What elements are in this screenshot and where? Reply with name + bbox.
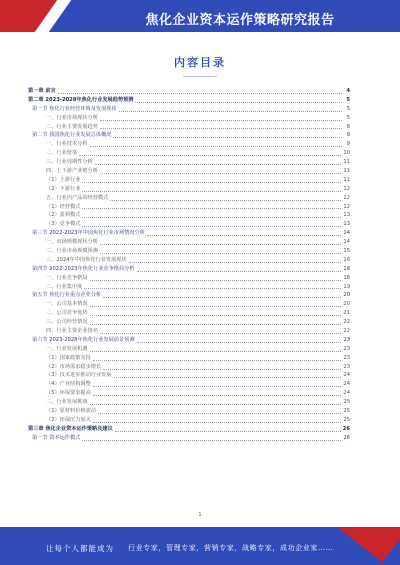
toc-leader-dots: [98, 413, 341, 414]
toc-leader-dots: [90, 280, 342, 281]
toc-leader-dots: [100, 253, 342, 254]
toc-entry[interactable]: [28, 291, 350, 300]
toc-leader-dots: [135, 102, 342, 103]
toc-leader-dots: [93, 422, 342, 423]
toc-entry-page: 23: [343, 363, 350, 370]
toc-entry-page: 25: [343, 408, 350, 415]
toc-entry-label: 二、行业市场规模预测: [46, 248, 98, 255]
toc-heading: 内容目录: [0, 54, 400, 77]
toc-entry-label: （3）技术进步推动行业发展: [46, 372, 112, 379]
toc-entry-label: （3）竞争模式: [46, 221, 81, 228]
toc-entry-page: 26: [342, 425, 350, 432]
toc-entry-page: 11: [343, 159, 350, 166]
toc-leader-dots: [100, 173, 342, 174]
toc-entry-label: 三、公司经营情况: [46, 319, 88, 326]
toc-entry-label: （1）原材料价格波动: [46, 408, 96, 415]
toc-entry-page: 18: [343, 265, 350, 272]
report-title: 焦化企业资本运作策略研究报告: [145, 13, 335, 28]
toc-entry[interactable]: [28, 140, 350, 149]
toc-entry[interactable]: [28, 389, 350, 398]
toc-entry-label: 一、行业发展机遇: [46, 345, 88, 352]
toc-entry-page: 12: [343, 194, 350, 201]
toc-leader-dots: [84, 288, 341, 289]
footer-red-accent: [327, 527, 400, 562]
toc-entry-page: 19: [343, 283, 350, 290]
toc-entry-page: 14: [343, 239, 350, 246]
toc-entry[interactable]: [28, 96, 350, 105]
toc-entry-label: 二、行业发展挑战: [46, 399, 88, 406]
toc-entry[interactable]: [28, 238, 350, 247]
toc-leader-dots: [103, 369, 341, 370]
toc-entry-label: 一、公司基本情况: [46, 301, 88, 308]
toc-entry[interactable]: [28, 203, 350, 212]
toc-entry-label: 第一节 资本运作模式: [32, 434, 81, 441]
toc-leader-dots: [100, 244, 342, 245]
toc-entry-label: （2）环保压力加大: [46, 416, 91, 423]
toc-entry[interactable]: [28, 194, 350, 203]
footer-slogan-left: 让每个人都能成为: [46, 544, 114, 553]
page-number: 1: [198, 512, 202, 518]
toc-entry-page: 14: [343, 230, 350, 237]
toc-entry[interactable]: [28, 327, 350, 336]
toc-leader-dots: [82, 440, 341, 441]
toc-leader-dots: [90, 146, 342, 147]
toc-leader-dots: [82, 191, 341, 192]
toc-leader-dots: [137, 342, 342, 343]
toc-entry-page: 13: [343, 221, 350, 228]
toc-entry[interactable]: [28, 354, 350, 363]
toc-entry-page: 5: [346, 114, 350, 121]
toc-entry[interactable]: [28, 220, 350, 229]
toc-entry-label: 第三节 2022-2023年中国焦化行业市场情况分析: [32, 230, 145, 237]
toc-entry[interactable]: [28, 211, 350, 220]
toc-entry[interactable]: [28, 149, 350, 158]
toc-entry-page: 24: [343, 381, 350, 388]
toc-leader-dots: [58, 93, 342, 94]
toc-entry-page: 16: [343, 256, 350, 263]
toc-leader-dots: [90, 306, 342, 307]
toc-entry-page: 12: [343, 185, 350, 192]
toc-entry[interactable]: [28, 283, 350, 292]
toc-entry[interactable]: [28, 247, 350, 256]
toc-entry-page: 9: [346, 132, 350, 139]
toc-leader-dots: [115, 431, 341, 432]
toc-entry[interactable]: [28, 265, 350, 274]
footer-slogan-right: 行业专家，管理专家，营销专家，战略专家，成功企业家……: [128, 544, 334, 552]
toc-entry-label: 二、行业壁垒: [46, 150, 78, 157]
toc-leader-dots: [100, 128, 342, 129]
toc-entry-page: 5: [346, 96, 350, 103]
toc-entry-label: 第五节 焦化行业重点企业分析: [32, 292, 102, 299]
toc-leader-dots: [82, 182, 341, 183]
toc-entry-page: 8: [346, 123, 350, 130]
toc-leader-dots: [93, 395, 342, 396]
toc-leader-dots: [93, 360, 342, 361]
toc-entry-page: 23: [343, 336, 350, 343]
toc-entry[interactable]: [28, 176, 350, 185]
toc-entry-label: （2）盈利模式: [46, 212, 81, 219]
toc-leader-dots: [100, 120, 342, 121]
toc-entry[interactable]: [28, 114, 350, 123]
toc-entry-page: 24: [343, 372, 350, 379]
toc-leader-dots: [110, 200, 341, 201]
toc-entry-page: 18: [343, 274, 350, 281]
toc-leader-dots: [93, 386, 342, 387]
table-of-contents: [28, 87, 350, 443]
toc-entry-page: 13: [343, 212, 350, 219]
toc-entry-page: 22: [343, 328, 350, 335]
footer-banner: [0, 527, 400, 565]
toc-entry[interactable]: [28, 167, 350, 176]
toc-entry-label: （1）国家政策支持: [46, 354, 91, 361]
toc-entry-page: 23: [343, 354, 350, 361]
toc-entry[interactable]: [28, 87, 350, 96]
toc-entry-label: 二、行业主要发展趋势: [46, 123, 98, 130]
toc-entry-label: 四、上下游产业链分析: [46, 168, 98, 174]
toc-entry-label: 一、行业竞争格局: [46, 274, 88, 281]
toc-entry-label: （5）环保要求提高: [46, 390, 91, 397]
toc-entry-label: 一、市场规模现状分析: [46, 239, 98, 246]
toc-entry[interactable]: [28, 274, 350, 283]
toc-entry-label: 三、行业周期性分析: [46, 159, 93, 166]
toc-entry[interactable]: [28, 309, 350, 318]
toc-leader-dots: [119, 111, 342, 112]
toc-entry[interactable]: [28, 425, 350, 434]
toc-entry-label: 四、行业主要企业排名: [46, 328, 98, 335]
toc-leader-dots: [95, 164, 342, 165]
toc-leader-dots: [90, 351, 342, 352]
toc-leader-dots: [147, 235, 341, 236]
toc-leader-dots: [103, 297, 341, 298]
toc-entry[interactable]: [28, 123, 350, 132]
toc-entry[interactable]: [28, 256, 350, 265]
toc-entry-label: 第一节 焦化行业经营环境及发展现状: [32, 105, 117, 112]
toc-entry-label: （1）经营模式: [46, 203, 81, 210]
toc-entry-page: 20: [343, 301, 350, 308]
toc-entry-page: 25: [343, 416, 350, 423]
toc-entry-label: 五、行业内产品的经营模式: [46, 194, 109, 201]
toc-entry-page: 23: [343, 345, 350, 352]
toc-entry[interactable]: [28, 434, 350, 443]
toc-entry-page: 5: [346, 105, 350, 112]
toc-entry-page: 25: [343, 399, 350, 406]
toc-entry[interactable]: [28, 300, 350, 309]
toc-entry-page: 21: [343, 310, 350, 317]
toc-entry[interactable]: [28, 363, 350, 372]
toc-entry[interactable]: [28, 131, 350, 140]
toc-entry-label: 一、行业技术分析: [46, 141, 88, 148]
toc-entry-label: 二、行业集中度: [46, 283, 83, 290]
toc-entry-page: 4: [346, 87, 350, 94]
toc-entry-page: 12: [343, 203, 350, 210]
toc-entry-page: 10: [343, 150, 350, 157]
toc-entry-label: 第六节 2023-2028年焦化行业发展前景预测: [32, 336, 135, 343]
toc-entry[interactable]: [28, 372, 350, 381]
toc-entry-page: 11: [343, 168, 350, 174]
toc-entry[interactable]: [28, 345, 350, 354]
toc-entry-page: 11: [343, 176, 350, 183]
toc-entry[interactable]: [28, 229, 350, 238]
toc-entry-page: 9: [346, 141, 350, 148]
toc-entry[interactable]: [28, 158, 350, 167]
toc-entry-label: 三、2024年中国焦化行业发展现状: [46, 256, 127, 263]
toc-leader-dots: [100, 333, 342, 334]
toc-entry-label: （4）产业结构调整: [46, 381, 91, 388]
toc-entry-page: 24: [343, 390, 350, 397]
toc-entry-label: （2）下游行业: [46, 185, 81, 192]
toc-leader-dots: [82, 226, 341, 227]
toc-leader-dots: [129, 262, 342, 263]
toc-leader-dots: [82, 217, 341, 218]
header-banner: [0, 0, 400, 32]
toc-entry-label: 第二章 2023-2028年焦化行业发展趋势预测: [28, 96, 134, 103]
toc-leader-dots: [82, 208, 341, 209]
toc-leader-dots: [90, 324, 342, 325]
toc-entry[interactable]: [28, 407, 350, 416]
toc-entry-label: （1）上游行业: [46, 176, 81, 183]
toc-entry-page: 20: [343, 292, 350, 299]
toc-entry-label: 二、公司竞争优势: [46, 310, 88, 317]
toc-leader-dots: [113, 137, 342, 138]
toc-leader-dots: [90, 315, 342, 316]
toc-leader-dots: [137, 271, 342, 272]
toc-leader-dots: [114, 377, 342, 378]
toc-entry-page: 15: [343, 248, 350, 255]
toc-entry[interactable]: [28, 398, 350, 407]
toc-entry-label: （2）市场需求稳步增长: [46, 363, 102, 370]
toc-entry[interactable]: [28, 336, 350, 345]
toc-entry[interactable]: [28, 105, 350, 114]
toc-entry-label: 第四节 2022-2023年焦化行业竞争格局分析: [32, 265, 135, 272]
toc-entry-page: 26: [343, 434, 350, 441]
toc-leader-dots: [90, 404, 342, 405]
toc-entry-label: 一、行业市场现状分析: [46, 114, 98, 121]
toc-entry-page: 22: [343, 319, 350, 326]
toc-entry[interactable]: [28, 185, 350, 194]
toc-entry-label: 第三章 焦化企业资本运作策略及建议: [28, 425, 113, 432]
toc-entry[interactable]: [28, 380, 350, 389]
toc-leader-dots: [79, 155, 341, 156]
toc-entry[interactable]: [28, 416, 350, 425]
toc-entry[interactable]: [28, 318, 350, 327]
toc-entry-label: 第二节 我国焦化行业发展总体概况: [32, 132, 112, 139]
toc-entry-label: 第一章 前言: [28, 87, 56, 94]
